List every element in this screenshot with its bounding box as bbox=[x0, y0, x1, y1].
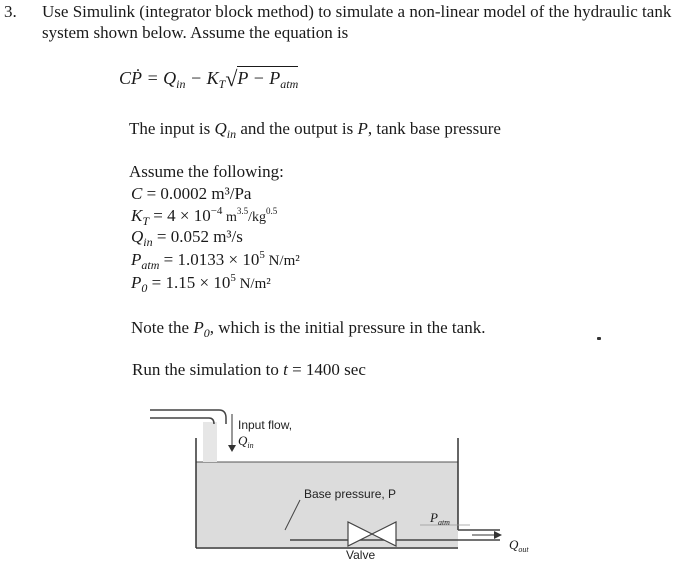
tank-water bbox=[196, 462, 458, 547]
inlet-pipe-top bbox=[150, 410, 226, 424]
p0-lhs: P bbox=[131, 273, 142, 292]
run-suffix: = 1400 sec bbox=[287, 360, 366, 379]
qin-rhs: = 0.052 m³/s bbox=[152, 227, 243, 246]
patm-exp: 5 bbox=[259, 249, 265, 261]
patm-rhs: = 1.0133 × 10 bbox=[159, 250, 260, 269]
question-number: 3. bbox=[4, 2, 17, 21]
note-p-sub: 0 bbox=[203, 326, 210, 340]
patm-lhs: P bbox=[131, 250, 142, 269]
question-line-2: system shown below. Assume the equation is bbox=[42, 23, 349, 42]
assume-heading: Assume the following: bbox=[129, 162, 284, 181]
run-t: t bbox=[283, 360, 288, 379]
kt-exp: −4 bbox=[210, 205, 223, 217]
equation-kt-sub: T bbox=[218, 77, 226, 91]
sqrt-symbol: √ bbox=[225, 66, 238, 91]
patm-label-letter: P bbox=[430, 510, 438, 525]
p0-rhs: = 1.15 × 10 bbox=[147, 273, 231, 292]
io-p: P bbox=[357, 119, 368, 138]
inflow-arrowhead bbox=[228, 445, 236, 452]
note-prefix: Note the bbox=[131, 318, 194, 337]
qout-label bbox=[509, 537, 529, 554]
kt-units-exp: 3.5 bbox=[236, 206, 249, 216]
io-tail: , tank base pressure bbox=[367, 119, 501, 138]
kt-units-tail: /kg bbox=[248, 210, 266, 225]
io-prefix: The input is bbox=[129, 119, 215, 138]
valve-label: Valve bbox=[346, 548, 376, 562]
p0-sub: 0 bbox=[141, 281, 148, 295]
patm-units: N/m² bbox=[264, 253, 300, 269]
kt-rhs: = 4 × 10 bbox=[149, 206, 211, 225]
qin-lhs: Q bbox=[131, 227, 144, 246]
note-suffix: , which is the initial pressure in the tank. bbox=[209, 318, 486, 337]
io-q: Q bbox=[214, 119, 227, 138]
equation-lhs: CṖ = Q bbox=[119, 68, 177, 88]
run-prefix: Run the simulation to bbox=[132, 360, 284, 379]
p0-exp: 5 bbox=[230, 272, 236, 284]
base-pressure-label: Base pressure, P bbox=[304, 487, 397, 501]
equation-minus-kt: − K bbox=[185, 68, 219, 88]
patm-sub: atm bbox=[141, 258, 160, 272]
qout-sub: out bbox=[518, 545, 529, 554]
patm-label bbox=[430, 510, 450, 527]
input-flow-q-letter: Q bbox=[238, 433, 248, 448]
kt-units: m bbox=[222, 210, 237, 225]
qout-letter: Q bbox=[509, 537, 519, 552]
qin-sub: in bbox=[143, 235, 153, 249]
io-q-sub: in bbox=[226, 127, 237, 141]
kt-units-exp2: 0.5 bbox=[265, 206, 278, 216]
kt-sub: T bbox=[142, 214, 150, 228]
input-flow-label: Input flow, bbox=[238, 418, 293, 432]
p0-units: N/m² bbox=[235, 276, 271, 292]
note-p: P bbox=[193, 318, 204, 337]
input-flow-q bbox=[238, 433, 254, 450]
sqrt-body-text: P − P bbox=[237, 68, 281, 88]
c-rhs: = 0.0002 m³/Pa bbox=[142, 184, 252, 203]
outflow-arrowhead bbox=[494, 531, 502, 539]
kt-lhs: K bbox=[131, 206, 143, 225]
question-line-1: Use Simulink (integrator block method) to simulate a non-linear model of the hydraulic tank bbox=[42, 2, 672, 21]
equation-lhs-sub: in bbox=[176, 77, 186, 91]
sqrt-body-sub: atm bbox=[280, 77, 299, 91]
patm-label-sub: atm bbox=[437, 518, 450, 527]
inflow-stream bbox=[203, 422, 217, 462]
input-flow-q-sub: in bbox=[247, 441, 254, 450]
io-suffix: and the output is bbox=[236, 119, 358, 138]
c-lhs: C bbox=[131, 184, 143, 203]
